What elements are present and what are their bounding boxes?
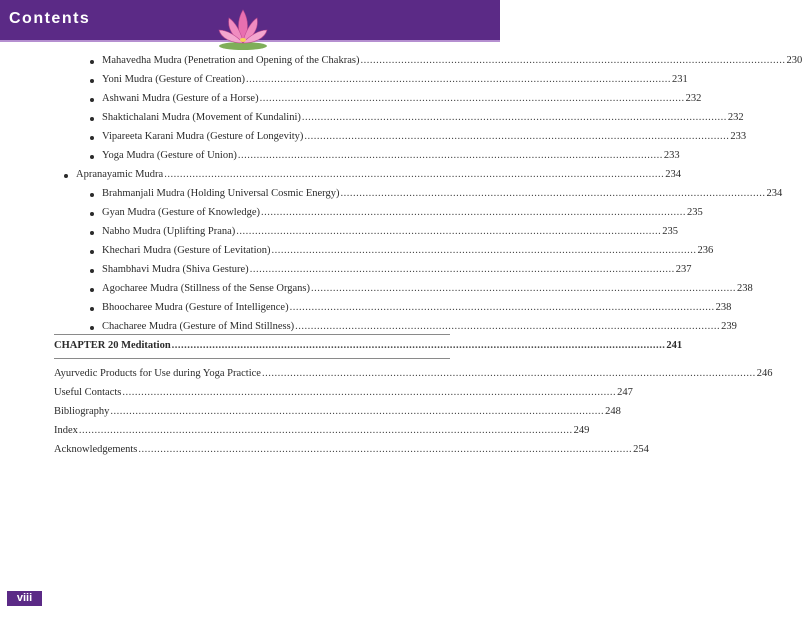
toc-section-entry[interactable] bbox=[64, 167, 681, 181]
toc-entry-label: Bibliography bbox=[54, 406, 110, 417]
bullet-icon bbox=[90, 117, 94, 121]
page-title: Contents bbox=[9, 10, 91, 27]
toc-entry-label: Bhoocharee Mudra (Gesture of Intelligence) bbox=[102, 302, 289, 313]
toc-entry-label: Shaktichalani Mudra (Movement of Kundalini) bbox=[102, 112, 301, 123]
toc-page-number: 235 bbox=[687, 207, 703, 218]
toc-chapter-label: CHAPTER 20 Meditation bbox=[54, 340, 171, 351]
toc-page-number: 254 bbox=[633, 444, 649, 455]
toc-entry[interactable] bbox=[90, 224, 679, 238]
toc-entry-label: Index bbox=[54, 425, 78, 436]
toc-page-number: 235 bbox=[662, 226, 679, 237]
divider bbox=[54, 334, 450, 335]
bullet-icon bbox=[90, 288, 94, 292]
bullet-icon bbox=[90, 231, 94, 235]
toc-entry-label: Agocharee Mudra (Stillness of the Sense Organs) bbox=[102, 283, 311, 294]
toc-page-number: 246 bbox=[756, 368, 773, 379]
toc-page-number: 238 bbox=[715, 302, 732, 313]
toc-entry-label: Vipareeta Karani Mudra (Gesture of Longevity) bbox=[102, 131, 304, 142]
toc-entry[interactable] bbox=[90, 53, 802, 67]
dot-leader: .............................................................................................................................................................. bbox=[78, 425, 573, 436]
toc-page-number: 234 bbox=[766, 188, 783, 199]
dot-leader: ........................................................................................................................................ bbox=[237, 150, 663, 161]
toc-entry-label: Gyan Mudra (Gesture of Knowledge) bbox=[102, 207, 261, 218]
bullet-icon bbox=[90, 98, 94, 102]
bullet-icon bbox=[90, 79, 94, 83]
toc-entry-label: Yoni Mudra (Gesture of Creation) bbox=[102, 74, 245, 85]
toc-entry[interactable] bbox=[90, 205, 703, 219]
toc-page-number: 234 bbox=[665, 169, 681, 180]
divider bbox=[54, 358, 450, 359]
toc-page-number: 231 bbox=[672, 74, 688, 85]
dot-leader: ........................................................................................................................................ bbox=[340, 188, 766, 199]
bullet-icon bbox=[90, 212, 94, 216]
toc-page-number: 248 bbox=[605, 406, 621, 417]
dot-leader: ........................................................................................................................................ bbox=[360, 55, 786, 66]
toc-page-number: 237 bbox=[675, 264, 692, 275]
toc-entry-label: Shambhavi Mudra (Shiva Gesture) bbox=[102, 264, 249, 275]
dot-leader: .............................................................................................................................................................. bbox=[171, 340, 666, 351]
dot-leader: ........................................................................................................................................ bbox=[301, 112, 727, 123]
toc-page-number: 230 bbox=[786, 55, 802, 66]
toc-entry-label: Yoga Mudra (Gesture of Union) bbox=[102, 150, 237, 161]
toc-entry[interactable] bbox=[90, 319, 737, 333]
toc-entry[interactable] bbox=[90, 72, 688, 86]
toc-entry-label: Khechari Mudra (Gesture of Levitation) bbox=[102, 245, 271, 256]
toc-entry[interactable] bbox=[90, 129, 747, 143]
dot-leader: ........................................................................................................................................ bbox=[261, 207, 687, 218]
dot-leader: ........................................................................................................................................ bbox=[295, 321, 721, 332]
toc-page-number: 233 bbox=[663, 150, 680, 161]
toc-entry[interactable] bbox=[90, 148, 680, 162]
dot-leader: ........................................................................................................................................ bbox=[249, 264, 675, 275]
toc-page-number: 232 bbox=[685, 93, 702, 104]
bullet-icon bbox=[90, 136, 94, 140]
toc-entry[interactable] bbox=[90, 91, 702, 105]
bullet-icon bbox=[90, 326, 94, 330]
bullet-icon bbox=[90, 60, 94, 64]
toc-page-number: 238 bbox=[737, 283, 753, 294]
toc-backmatter-entry[interactable] bbox=[54, 442, 649, 456]
dot-leader: ........................................................................................................................................ bbox=[236, 226, 662, 237]
toc-page-number: 232 bbox=[727, 112, 744, 123]
toc-entry[interactable] bbox=[90, 186, 783, 200]
toc-entry-label: Acknowledgements bbox=[54, 444, 138, 455]
dot-leader: ........................................................................................................................................ bbox=[311, 283, 737, 294]
dot-leader: .............................................................................................................................................................. bbox=[110, 406, 605, 417]
toc-entry-label: Ashwani Mudra (Gesture of a Horse) bbox=[102, 93, 259, 104]
dot-leader: ........................................................................................................................................ bbox=[289, 302, 715, 313]
toc-backmatter-entry[interactable] bbox=[54, 404, 621, 418]
toc-backmatter-entry[interactable] bbox=[54, 423, 590, 437]
dot-leader: .............................................................................................................................................................. bbox=[122, 387, 617, 398]
toc-entry[interactable] bbox=[90, 281, 753, 295]
toc-entry-label: Chacharee Mudra (Gesture of Mind Stillness) bbox=[102, 321, 295, 332]
dot-leader: ........................................................................................................................................ bbox=[246, 74, 671, 85]
dot-leader: ........................................................................................................................................ bbox=[304, 131, 730, 142]
dot-leader: ........................................................................................................................................ bbox=[259, 93, 685, 104]
toc-page-number: 233 bbox=[730, 131, 747, 142]
page-number: viii bbox=[7, 591, 42, 606]
toc-page-number: 236 bbox=[697, 245, 714, 256]
toc-entry-label: Ayurvedic Products for Use during Yoga Practice bbox=[54, 368, 261, 379]
toc-chapter-entry[interactable] bbox=[54, 338, 683, 352]
toc-page-number: 249 bbox=[573, 425, 590, 436]
toc-entry-label: Apranayamic Mudra bbox=[76, 169, 164, 180]
dot-leader: ................................................................................................................................................................ bbox=[164, 169, 665, 180]
toc-entry[interactable] bbox=[90, 243, 714, 257]
bullet-icon bbox=[90, 193, 94, 197]
toc-page-number: 241 bbox=[666, 340, 683, 351]
toc-backmatter-entry[interactable] bbox=[54, 385, 633, 399]
toc-entry-label: Brahmanjali Mudra (Holding Universal Cosmic Energy) bbox=[102, 188, 340, 199]
bullet-icon bbox=[64, 174, 68, 178]
toc-entry-label: Nabho Mudra (Uplifting Prana) bbox=[102, 226, 236, 237]
bullet-icon bbox=[90, 250, 94, 254]
toc-page-number: 247 bbox=[617, 387, 633, 398]
bullet-icon bbox=[90, 307, 94, 311]
dot-leader: .............................................................................................................................................................. bbox=[261, 368, 756, 379]
toc-backmatter-entry[interactable] bbox=[54, 366, 773, 380]
toc-entry-label: Mahavedha Mudra (Penetration and Opening of the Chakras) bbox=[102, 55, 360, 66]
toc-entry-label: Useful Contacts bbox=[54, 387, 122, 398]
toc-entry[interactable] bbox=[90, 110, 744, 124]
toc-page-number: 239 bbox=[721, 321, 737, 332]
dot-leader: ........................................................................................................................................ bbox=[271, 245, 697, 256]
bullet-icon bbox=[90, 269, 94, 273]
dot-leader: .............................................................................................................................................................. bbox=[138, 444, 633, 455]
toc-entry[interactable] bbox=[90, 262, 692, 276]
bullet-icon bbox=[90, 155, 94, 159]
toc-entry[interactable] bbox=[90, 300, 732, 314]
